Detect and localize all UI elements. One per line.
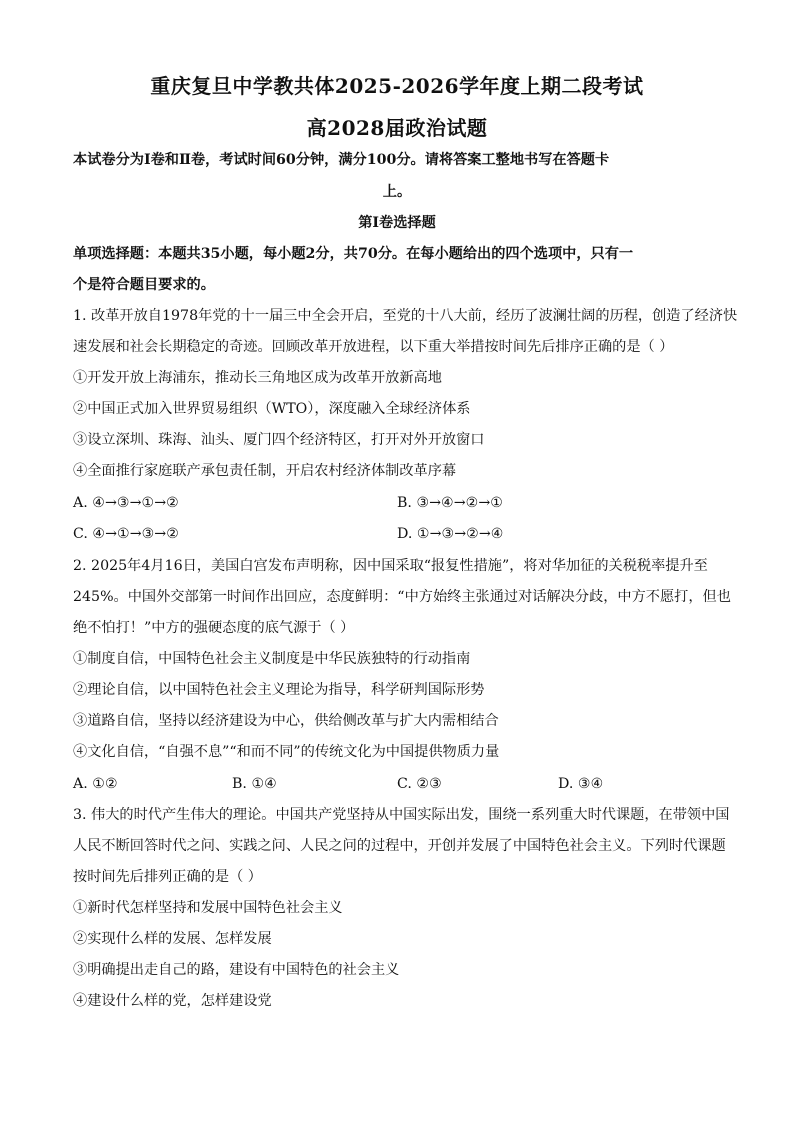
statement-item: ③明确提出走自己的路，建设有中国特色的社会主义 (73, 962, 400, 978)
statement-item: ②中国正式加入世界贸易组织（WTO），深度融入全球经济体系 (73, 401, 471, 417)
statement-item: ①开发开放上海浦东，推动长三角地区成为改革开放新高地 (73, 370, 442, 386)
question-stem-line: 245%。中国外交部第一时间作出回应，态度鲜明：“中方始终主张通过对话解决分歧，中方不愿打，但也 (73, 589, 731, 605)
statement-item: ①制度自信，中国特色社会主义制度是中华民族独特的行动指南 (73, 651, 471, 667)
answer-option-c: C. ④→①→③→② (73, 526, 179, 542)
exam-subtitle: 高2028届政治试题 (306, 116, 488, 140)
statement-item: ③道路自信，坚持以经济建设为中心，供给侧改革与扩大内需相结合 (73, 713, 499, 729)
answer-option-c: C. ②③ (397, 776, 442, 792)
statement-item: ③设立深圳、珠海、汕头、厦门四个经济特区，打开对外开放窗口 (73, 432, 485, 448)
exam-notice-line-1: 本试卷分为Ⅰ卷和Ⅱ卷，考试时间60分钟，满分100分。请将答案工整地书写在答题卡 (73, 152, 610, 168)
answer-option-d: D. ③④ (558, 776, 604, 792)
statement-item: ②理论自信，以中国特色社会主义理论为指导，科学研判国际形势 (73, 682, 485, 698)
answer-option-a: A. ④→③→①→② (73, 495, 179, 511)
section-title: 第Ⅰ卷选择题 (358, 215, 436, 231)
statement-item: ④文化自信，“自强不息”“和而不同”的传统文化为中国提供物质力量 (73, 744, 500, 760)
question-stem-line: 绝不怕打！”中方的强硬态度的底气源于（ ） (73, 620, 355, 636)
instructions-line-2: 个是符合题目要求的。 (73, 277, 215, 293)
exam-notice-line-2: 上。 (382, 184, 412, 200)
question-stem-line: 2. 2025年4月16日，美国白宫发布声明称，因中国采取“报复性措施”，将对华加征的关税税率提升至 (73, 558, 708, 574)
statement-item: ①新时代怎样坚持和发展中国特色社会主义 (73, 900, 343, 916)
statement-item: ④全面推行家庭联产承包责任制，开启农村经济体制改革序幕 (73, 463, 457, 479)
answer-option-d: D. ①→③→②→④ (397, 526, 504, 542)
statement-item: ④建设什么样的党，怎样建设党 (73, 993, 272, 1009)
instructions-line-1: 单项选择题：本题共35小题，每小题2分，共70分。在每小题给出的四个选项中，只有一 (73, 246, 634, 262)
statement-item: ②实现什么样的发展、怎样发展 (73, 931, 272, 947)
question-stem-line: 速发展和社会长期稳定的奇迹。回顾改革开放进程，以下重大举措按时间先后排序正确的是（ ） (73, 339, 674, 355)
exam-title: 重庆复旦中学教共体2025-2026学年度上期二段考试 (150, 74, 644, 98)
answer-option-b: B. ③→④→②→① (397, 495, 503, 511)
question-stem-line: 人民不断回答时代之问、实践之问、人民之问的过程中，开创并发展了中国特色社会主义。下列时代课题 (73, 838, 726, 854)
question-stem-line: 3. 伟大的时代产生伟大的理论。中国共产党坚持从中国实际出发，围绕一系列重大时代课题，在带领中国 (73, 807, 730, 823)
answer-option-b: B. ①④ (232, 776, 277, 792)
question-stem-line: 按时间先后排列正确的是（ ） (73, 869, 262, 885)
question-stem-line: 1. 改革开放自1978年党的十一届三中全会开启，至党的十八大前，经历了波澜壮阔的历程，创造了经济快 (73, 308, 738, 324)
answer-option-a: A. ①② (73, 776, 118, 792)
